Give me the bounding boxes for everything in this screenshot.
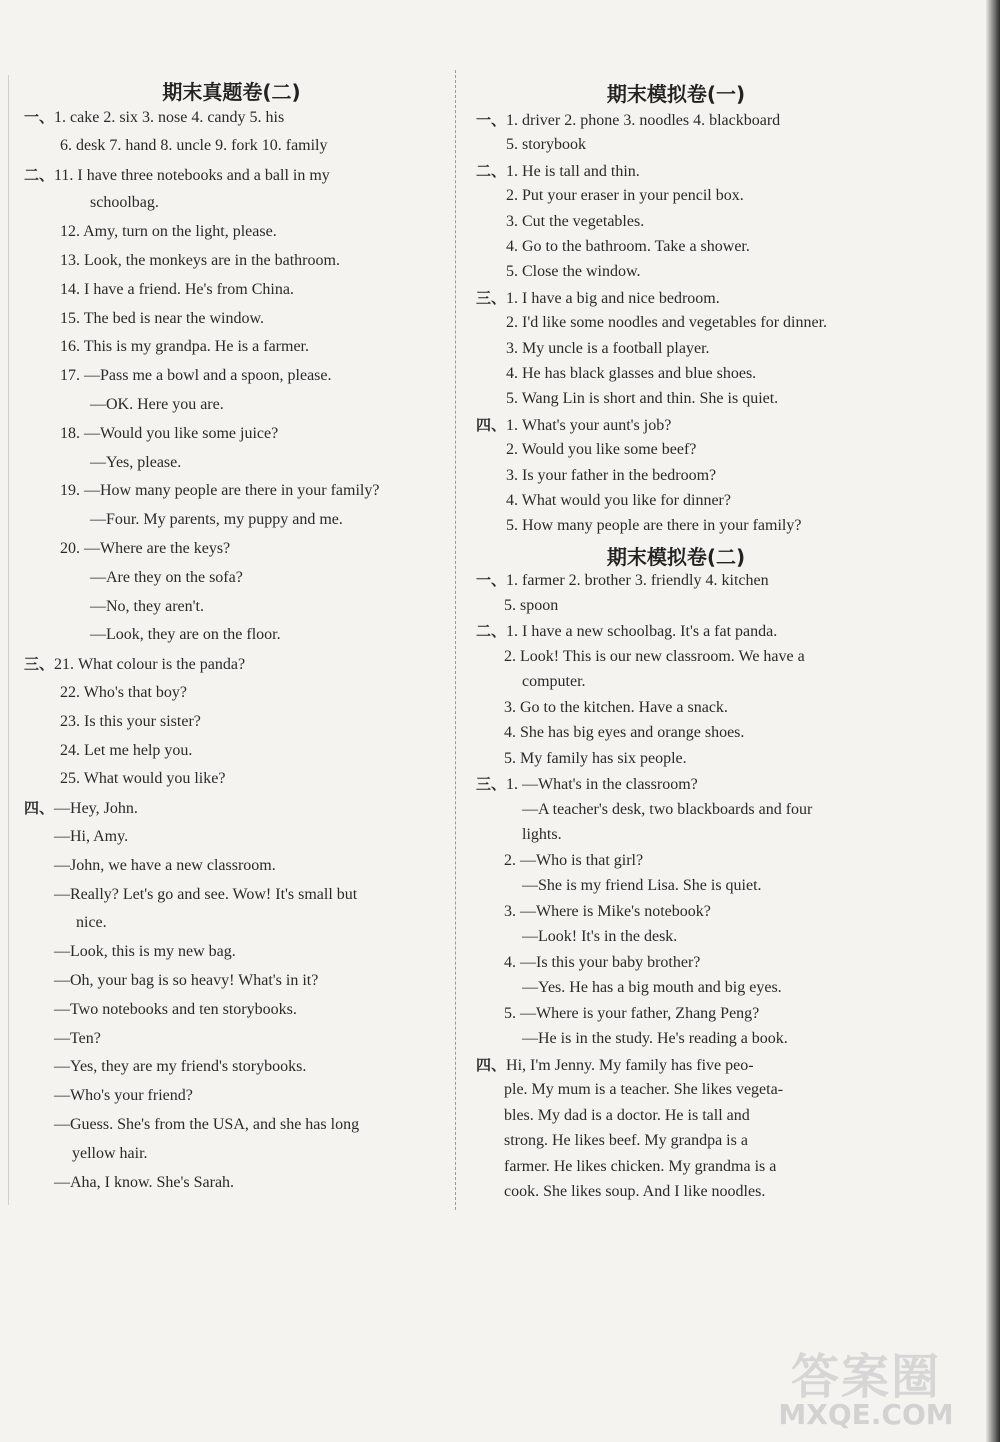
answer-text: 5. My family has six people.: [504, 749, 687, 767]
answer-text: —John, we have a new classroom.: [54, 856, 276, 874]
answer-text: —Really? Let's go and see. Wow! It's small but: [54, 885, 358, 903]
answer-text: —A teacher's desk, two blackboards and four: [522, 800, 813, 818]
answer-line: [54, 885, 357, 905]
answer-line: [506, 186, 744, 206]
answer-line: [54, 971, 318, 991]
answer-line: [60, 424, 278, 444]
column-divider: [455, 70, 456, 1210]
answer-line: [506, 339, 710, 359]
answer-line: [476, 110, 780, 131]
answer-text: yellow hair.: [72, 1144, 148, 1162]
answer-text: 2. —Who is that girl?: [504, 851, 644, 869]
answer-line: [504, 749, 687, 769]
answer-line: [72, 1144, 148, 1164]
section-title-mock-2: 期末模拟卷(二): [606, 545, 746, 569]
answer-line: [504, 698, 728, 718]
answer-text: 1. I have a new schoolbag. It's a fat panda.: [506, 623, 778, 640]
answer-line: [522, 1029, 788, 1049]
answer-line: [90, 453, 181, 473]
answer-text: —Are they on the sofa?: [90, 568, 243, 586]
answer-text: 2. Would you like some beef?: [506, 441, 697, 459]
answer-text: —Two notebooks and ten storybooks.: [54, 1000, 297, 1018]
answer-text: —Ten?: [54, 1029, 101, 1047]
watermark-logo: 答案圈: [790, 1349, 941, 1405]
section-number: 四、: [476, 1055, 507, 1074]
answer-text: 1. What's your aunt's job?: [506, 416, 672, 434]
answer-text: 13. Look, the monkeys are in the bathroom.: [60, 252, 340, 269]
answer-text: nice.: [76, 914, 107, 932]
answer-line: [90, 193, 159, 213]
answer-line: [522, 978, 782, 998]
answer-text: —Yes, please.: [90, 453, 182, 471]
answer-line: [60, 251, 340, 271]
answer-line: [506, 389, 778, 409]
answer-line: [60, 222, 277, 242]
answer-text: 16. This is my grandpa. He is a farmer.: [60, 338, 309, 356]
answer-line: [60, 280, 294, 300]
answer-text: 4. Go to the bathroom. Take a shower.: [506, 238, 750, 255]
answer-line: [90, 510, 343, 530]
answer-line: [504, 953, 700, 973]
page-binding-shadow: [986, 0, 1000, 1442]
answer-line: [522, 800, 812, 820]
answer-line: [54, 1115, 359, 1135]
answer-text: 14. I have a friend. He's from China.: [60, 280, 294, 298]
answer-text: 5. Close the window.: [506, 263, 641, 281]
answer-line: [504, 723, 744, 743]
section-title-exam-2: 期末真题卷(二): [162, 80, 301, 104]
answer-text: 3. Cut the vegetables.: [506, 212, 645, 230]
answer-line: [504, 1182, 765, 1202]
section-number: 四、: [476, 415, 507, 434]
answer-line: [60, 769, 225, 789]
answer-line: [504, 902, 711, 922]
answer-line: [60, 683, 187, 703]
answer-text: 4. She has big eyes and orange shoes.: [504, 724, 745, 741]
answer-text: 6. desk 7. hand 8. uncle 9. fork 10. family: [60, 136, 328, 154]
answer-text: —Yes, they are my friend's storybooks.: [54, 1058, 307, 1076]
answer-text: 24. Let me help you.: [60, 741, 193, 759]
answer-text: —Yes. He has a big mouth and big eyes.: [522, 979, 782, 996]
answer-line: [504, 851, 643, 871]
answer-text: 5. How many people are there in your family?: [506, 517, 802, 535]
answer-text: 2. I'd like some noodles and vegetables for dinner.: [506, 314, 828, 332]
answer-line: [522, 927, 677, 947]
answer-line: [476, 621, 777, 642]
answer-text: farmer. He likes chicken. My grandma is a: [504, 1157, 777, 1175]
answer-text: 12. Amy, turn on the light, please.: [60, 223, 277, 241]
answer-line: [90, 597, 204, 617]
answer-line: [76, 913, 107, 933]
answer-line: [24, 654, 245, 675]
answer-line: [54, 942, 236, 962]
answer-line: [506, 212, 644, 232]
answer-line: [476, 415, 671, 436]
answer-text: Hi, I'm Jenny. My family has five peo-: [506, 1056, 754, 1074]
answer-text: 3. Go to the kitchen. Have a snack.: [504, 698, 728, 716]
section-number: 三、: [476, 288, 507, 307]
answer-line: [60, 366, 332, 386]
answer-line: [24, 165, 330, 186]
answer-text: 2. Look! This is our new classroom. We have a: [504, 647, 805, 665]
answer-text: 1. I have a big and nice bedroom.: [506, 289, 720, 307]
answer-text: bles. My dad is a doctor. He is tall and: [504, 1106, 750, 1124]
answer-text: cook. She likes soup. And I like noodles.: [504, 1183, 766, 1200]
answer-text: 4. He has black glasses and blue shoes.: [506, 365, 757, 382]
answer-text: schoolbag.: [90, 194, 159, 212]
section-number: 一、: [476, 111, 507, 129]
answer-text: 5. spoon: [504, 596, 559, 614]
answer-line: [54, 856, 276, 876]
answer-line: [60, 539, 230, 559]
answer-line: [60, 712, 201, 732]
answer-line: [506, 313, 827, 333]
answer-line: [504, 647, 805, 667]
answer-line: [54, 1029, 101, 1049]
answer-text: 15. The bed is near the window.: [60, 309, 264, 327]
answer-line: [476, 161, 640, 182]
answer-line: [476, 288, 720, 309]
answer-text: 1. cake 2. six 3. nose 4. candy 5. his: [54, 109, 285, 126]
watermark-url: MXQE.COM: [778, 1398, 954, 1431]
answer-text: —Who's your friend?: [54, 1087, 193, 1105]
section-number: 四、: [24, 799, 55, 818]
answer-line: [24, 107, 284, 128]
answer-line: [60, 741, 192, 761]
answer-line: [522, 876, 762, 896]
answer-text: —He is in the study. He's reading a book.: [522, 1030, 788, 1047]
answer-text: 20. —Where are the keys?: [60, 540, 231, 557]
answer-text: —Oh, your bag is so heavy! What's in it?: [54, 972, 319, 989]
answer-text: 1. —What's in the classroom?: [506, 776, 698, 793]
section-number: 二、: [476, 161, 507, 180]
answer-text: strong. He likes beef. My grandpa is a: [504, 1132, 748, 1149]
answer-line: [60, 481, 379, 501]
answer-line: [522, 672, 586, 692]
answer-line: [476, 570, 769, 591]
answer-text: 19. —How many people are there in your family?: [60, 482, 380, 500]
section-number: 三、: [24, 655, 55, 674]
answer-text: lights.: [522, 826, 562, 843]
answer-line: [60, 309, 264, 329]
answer-text: —Four. My parents, my puppy and me.: [90, 511, 343, 529]
answer-line: [506, 364, 756, 384]
section-number: 一、: [24, 108, 55, 126]
answer-line: [54, 1086, 193, 1106]
answer-text: 5. —Where is your father, Zhang Peng?: [504, 1004, 760, 1022]
answer-line: [506, 440, 696, 460]
answer-text: 1. He is tall and thin.: [506, 162, 640, 180]
answer-text: 3. My uncle is a football player.: [506, 339, 710, 357]
answer-line: [476, 774, 698, 795]
watermark: [748, 1338, 984, 1434]
answer-line: [54, 827, 128, 847]
answer-text: 25. What would you like?: [60, 770, 226, 788]
answer-line: [90, 568, 243, 588]
answer-text: —Aha, I know. She's Sarah.: [54, 1173, 235, 1191]
answer-text: 3. Is your father in the bedroom?: [506, 466, 717, 484]
section-number: 三、: [476, 775, 507, 793]
answer-text: 1. driver 2. phone 3. noodles 4. blackboard: [506, 112, 781, 129]
answer-line: [54, 1173, 234, 1193]
answer-text: 5. storybook: [506, 136, 586, 154]
answer-line: [504, 1004, 759, 1024]
answer-line: [506, 516, 801, 536]
answer-text: 3. —Where is Mike's notebook?: [504, 902, 711, 920]
answer-text: 2. Put your eraser in your pencil box.: [506, 187, 744, 205]
answer-line: [506, 237, 750, 257]
answer-text: ple. My mum is a teacher. She likes vegeta-: [504, 1081, 784, 1098]
answer-line: [504, 1131, 748, 1151]
section-number: 二、: [24, 165, 55, 184]
answer-line: [54, 1000, 297, 1020]
answer-text: —Look, they are on the floor.: [90, 626, 281, 644]
answer-line: [90, 395, 224, 415]
answer-text: —Look, this is my new bag.: [54, 943, 236, 961]
answer-line: [506, 135, 586, 155]
answer-text: —OK. Here you are.: [90, 396, 224, 413]
answer-text: computer.: [522, 673, 586, 690]
answer-text: 17. —Pass me a bowl and a spoon, please.: [60, 367, 332, 385]
answer-text: 1. farmer 2. brother 3. friendly 4. kitchen: [506, 572, 769, 589]
answer-text: —She is my friend Lisa. She is quiet.: [522, 877, 762, 894]
answer-text: —Look! It's in the desk.: [522, 928, 678, 945]
answer-line: [60, 136, 328, 156]
answer-line: [60, 337, 309, 357]
answer-line: [504, 1080, 783, 1100]
answer-line: [504, 596, 558, 616]
answer-text: 22. Who's that boy?: [60, 684, 188, 701]
answer-text: —No, they aren't.: [90, 597, 204, 615]
answer-text: 21. What colour is the panda?: [54, 656, 246, 674]
answer-line: [476, 1055, 754, 1076]
answer-text: 18. —Would you like some juice?: [60, 424, 279, 442]
answer-line: [54, 1057, 306, 1077]
answer-text: 23. Is this your sister?: [60, 712, 201, 730]
answer-line: [506, 466, 716, 486]
section-number: 一、: [476, 571, 507, 589]
answer-text: 11. I have three notebooks and a ball in my: [54, 166, 330, 184]
answer-line: [504, 1106, 750, 1126]
page-edge-line: [8, 75, 9, 1205]
section-number: 二、: [476, 622, 507, 640]
answer-line: [506, 262, 641, 282]
answer-text: —Hey, John.: [54, 800, 138, 818]
answer-line: [522, 825, 562, 845]
answer-line: [504, 1157, 776, 1177]
answer-text: 5. Wang Lin is short and thin. She is quiet.: [506, 390, 779, 408]
answer-text: 4. —Is this your baby brother?: [504, 953, 701, 971]
answer-line: [24, 798, 138, 819]
answer-text: —Guess. She's from the USA, and she has long: [54, 1116, 360, 1133]
answer-line: [506, 491, 731, 511]
answer-text: —Hi, Amy.: [54, 828, 129, 845]
answer-text: 4. What would you like for dinner?: [506, 492, 731, 509]
section-title-mock-1: 期末模拟卷(一): [606, 82, 746, 106]
answer-line: [90, 625, 281, 645]
